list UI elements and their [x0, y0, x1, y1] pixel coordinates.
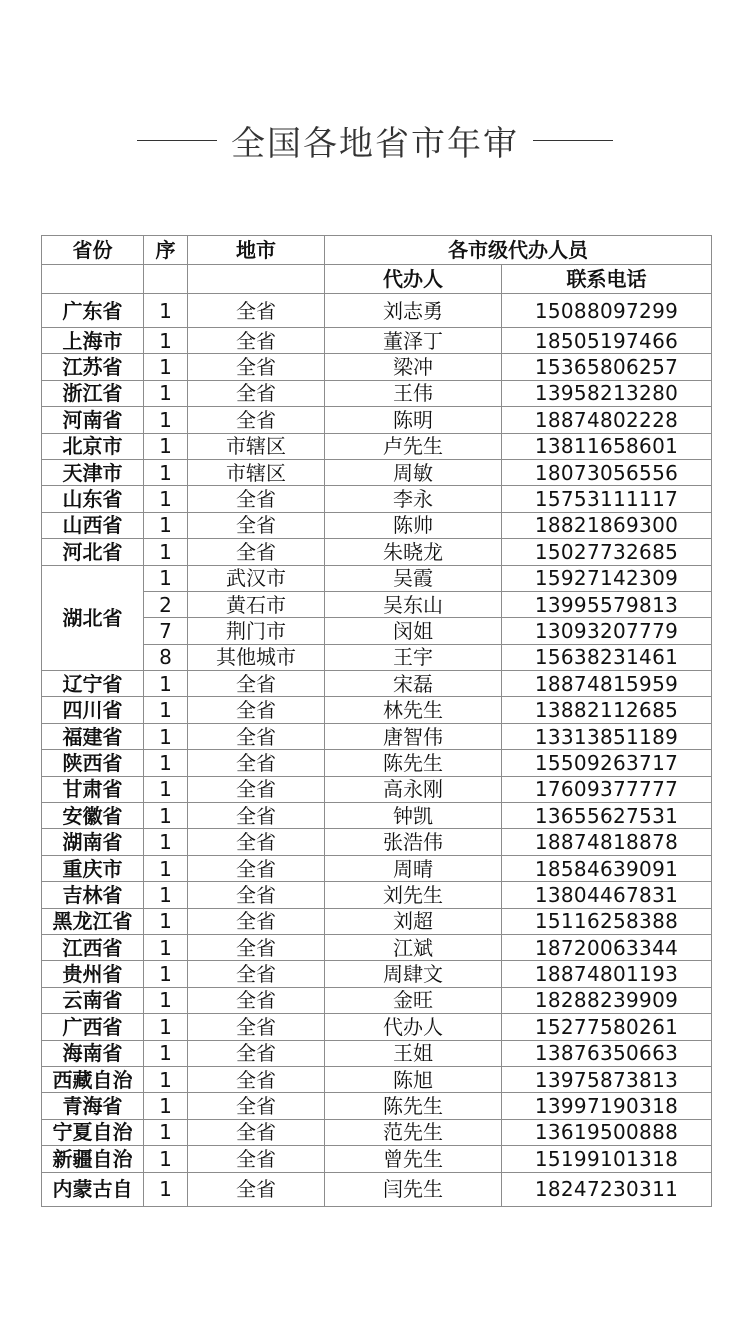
header-phone: 联系电话: [502, 265, 712, 294]
cell-phone: 13655627531: [502, 803, 712, 829]
table-row: [42, 294, 712, 328]
cell-province: 贵州省: [42, 961, 144, 987]
cell-city: 荆门市: [188, 618, 325, 644]
cell-phone: 15116258388: [502, 908, 712, 934]
cell-province: 上海市: [42, 328, 144, 354]
table-row: [42, 1066, 712, 1092]
cell-city: 全省: [188, 723, 325, 749]
cell-city: 全省: [188, 961, 325, 987]
cell-city: 全省: [188, 1172, 325, 1206]
cell-city: 全省: [188, 354, 325, 380]
cell-seq: 1: [144, 294, 188, 328]
cell-seq: 1: [144, 1014, 188, 1040]
cell-seq: 1: [144, 328, 188, 354]
cell-phone: 18874802228: [502, 407, 712, 433]
cell-agent: 王宇: [325, 644, 502, 670]
cell-phone: 13804467831: [502, 882, 712, 908]
cell-seq: 1: [144, 539, 188, 565]
table-row: [42, 697, 712, 723]
cell-seq: 1: [144, 565, 188, 591]
header-city-blank: [188, 265, 325, 294]
table-row: [42, 565, 712, 591]
cell-phone: 18584639091: [502, 855, 712, 881]
table-row: [42, 750, 712, 776]
page-title: 全国各地省市年审: [231, 123, 519, 164]
cell-seq: 1: [144, 829, 188, 855]
cell-seq: 1: [144, 1172, 188, 1206]
cell-phone: 13975873813: [502, 1066, 712, 1092]
cell-agent: 吴霞: [325, 565, 502, 591]
cell-seq: 8: [144, 644, 188, 670]
cell-province: 北京市: [42, 433, 144, 459]
cell-agent: 唐智伟: [325, 723, 502, 749]
header-city: 地市: [188, 236, 325, 265]
cell-seq: 1: [144, 486, 188, 512]
cell-province: 湖南省: [42, 829, 144, 855]
cell-seq: 1: [144, 512, 188, 538]
cell-agent: 刘志勇: [325, 294, 502, 328]
cell-province: 西藏自治: [42, 1066, 144, 1092]
cell-seq: 1: [144, 671, 188, 697]
cell-agent: 周肆文: [325, 961, 502, 987]
cell-city: 全省: [188, 750, 325, 776]
header-province-blank: [42, 265, 144, 294]
cell-city: 全省: [188, 407, 325, 433]
cell-province: 青海省: [42, 1093, 144, 1119]
cell-agent: 江斌: [325, 934, 502, 960]
cell-city: 全省: [188, 380, 325, 406]
cell-agent: 刘超: [325, 908, 502, 934]
cell-city: 全省: [188, 1093, 325, 1119]
table-row: [42, 987, 712, 1013]
cell-agent: 董泽丁: [325, 328, 502, 354]
cell-province: 内蒙古自: [42, 1172, 144, 1206]
cell-city: 全省: [188, 671, 325, 697]
cell-agent: 王姐: [325, 1040, 502, 1066]
cell-province: 福建省: [42, 723, 144, 749]
cell-province: 吉林省: [42, 882, 144, 908]
cell-phone: 13811658601: [502, 433, 712, 459]
cell-phone: 18288239909: [502, 987, 712, 1013]
table-row: [42, 380, 712, 406]
cell-seq: 1: [144, 803, 188, 829]
cell-province: 安徽省: [42, 803, 144, 829]
cell-province: 辽宁省: [42, 671, 144, 697]
cell-seq: 1: [144, 407, 188, 433]
cell-city: 全省: [188, 882, 325, 908]
header-agents-group: 各市级代办人员: [325, 236, 712, 265]
cell-agent: 金旺: [325, 987, 502, 1013]
cell-seq: 1: [144, 1119, 188, 1145]
cell-seq: 1: [144, 987, 188, 1013]
cell-agent: 钟凯: [325, 803, 502, 829]
title-right-rule: [533, 140, 613, 141]
cell-province: 海南省: [42, 1040, 144, 1066]
cell-city: 全省: [188, 1119, 325, 1145]
cell-seq: 1: [144, 855, 188, 881]
cell-seq: 1: [144, 354, 188, 380]
cell-province: 天津市: [42, 459, 144, 485]
cell-agent: 刘先生: [325, 882, 502, 908]
cell-city: 市辖区: [188, 459, 325, 485]
cell-agent: 代办人: [325, 1014, 502, 1040]
cell-phone: 15199101318: [502, 1146, 712, 1172]
cell-city: 全省: [188, 697, 325, 723]
cell-city: 全省: [188, 1146, 325, 1172]
header-agent: 代办人: [325, 265, 502, 294]
cell-city: 全省: [188, 1066, 325, 1092]
table-row: [42, 776, 712, 802]
table-row: [42, 855, 712, 881]
cell-agent: 陈先生: [325, 1093, 502, 1119]
title-left-rule: [137, 140, 217, 141]
header-province: 省份: [42, 236, 144, 265]
cell-phone: 15753111117: [502, 486, 712, 512]
cell-agent: 陈明: [325, 407, 502, 433]
cell-phone: 13313851189: [502, 723, 712, 749]
cell-province: 四川省: [42, 697, 144, 723]
cell-phone: 18874818878: [502, 829, 712, 855]
cell-agent: 林先生: [325, 697, 502, 723]
cell-agent: 朱晓龙: [325, 539, 502, 565]
table-row: [42, 1146, 712, 1172]
cell-seq: 1: [144, 380, 188, 406]
cell-phone: 18247230311: [502, 1172, 712, 1206]
cell-agent: 陈旭: [325, 1066, 502, 1092]
table-row: [42, 671, 712, 697]
cell-phone: 18505197466: [502, 328, 712, 354]
table-row: [42, 961, 712, 987]
table-row: [42, 829, 712, 855]
cell-phone: 13958213280: [502, 380, 712, 406]
cell-phone: 18874815959: [502, 671, 712, 697]
table-row: [42, 934, 712, 960]
agent-roster-table: [41, 235, 712, 1207]
cell-phone: 13619500888: [502, 1119, 712, 1145]
cell-province: 江西省: [42, 934, 144, 960]
cell-province: 浙江省: [42, 380, 144, 406]
table-row: [42, 1014, 712, 1040]
cell-seq: 7: [144, 618, 188, 644]
table-row: [42, 512, 712, 538]
cell-city: 黄石市: [188, 591, 325, 617]
table-row: [42, 1119, 712, 1145]
cell-province: 广西省: [42, 1014, 144, 1040]
cell-phone: 13882112685: [502, 697, 712, 723]
table-row: [42, 433, 712, 459]
cell-agent: 高永刚: [325, 776, 502, 802]
cell-agent: 闫先生: [325, 1172, 502, 1206]
table-row: [42, 1172, 712, 1206]
cell-seq: 1: [144, 882, 188, 908]
cell-agent: 李永: [325, 486, 502, 512]
cell-phone: 18874801193: [502, 961, 712, 987]
cell-agent: 周敏: [325, 459, 502, 485]
cell-phone: 18073056556: [502, 459, 712, 485]
roster-body: [42, 294, 712, 1207]
cell-agent: 陈帅: [325, 512, 502, 538]
cell-phone: 15638231461: [502, 644, 712, 670]
cell-city: 武汉市: [188, 565, 325, 591]
cell-city: 全省: [188, 776, 325, 802]
table-row: [42, 882, 712, 908]
cell-city: 全省: [188, 539, 325, 565]
table-row: [42, 459, 712, 485]
header-seq: 序: [144, 236, 188, 265]
cell-seq: 1: [144, 1146, 188, 1172]
cell-seq: 1: [144, 459, 188, 485]
cell-seq: 1: [144, 723, 188, 749]
cell-agent: 闵姐: [325, 618, 502, 644]
cell-city: 全省: [188, 486, 325, 512]
cell-phone: 13995579813: [502, 591, 712, 617]
cell-city: 全省: [188, 855, 325, 881]
cell-phone: 15027732685: [502, 539, 712, 565]
cell-phone: 15927142309: [502, 565, 712, 591]
cell-city: 全省: [188, 512, 325, 538]
cell-agent: 周晴: [325, 855, 502, 881]
cell-province: 甘肃省: [42, 776, 144, 802]
cell-phone: 15277580261: [502, 1014, 712, 1040]
table-row: [42, 723, 712, 749]
cell-province: 河北省: [42, 539, 144, 565]
cell-agent: 宋磊: [325, 671, 502, 697]
cell-city: 全省: [188, 987, 325, 1013]
table-row: [42, 1040, 712, 1066]
cell-province: 黑龙江省: [42, 908, 144, 934]
cell-province: 陕西省: [42, 750, 144, 776]
table-row: [42, 803, 712, 829]
cell-agent: 梁冲: [325, 354, 502, 380]
cell-province: 河南省: [42, 407, 144, 433]
cell-city: 全省: [188, 829, 325, 855]
cell-province: 重庆市: [42, 855, 144, 881]
page-header: [0, 112, 750, 168]
table-row: [42, 328, 712, 354]
cell-agent: 范先生: [325, 1119, 502, 1145]
cell-agent: 王伟: [325, 380, 502, 406]
cell-province: 宁夏自治: [42, 1119, 144, 1145]
cell-seq: 1: [144, 776, 188, 802]
cell-city: 全省: [188, 934, 325, 960]
cell-province: 广东省: [42, 294, 144, 328]
cell-city: 全省: [188, 1040, 325, 1066]
table-row: [42, 354, 712, 380]
cell-agent: 曾先生: [325, 1146, 502, 1172]
cell-agent: 陈先生: [325, 750, 502, 776]
cell-seq: 1: [144, 1040, 188, 1066]
cell-phone: 18720063344: [502, 934, 712, 960]
cell-province: 山西省: [42, 512, 144, 538]
cell-phone: 13876350663: [502, 1040, 712, 1066]
cell-seq: 1: [144, 961, 188, 987]
cell-seq: 1: [144, 1093, 188, 1119]
cell-city: 其他城市: [188, 644, 325, 670]
header-seq-blank: [144, 265, 188, 294]
cell-city: 全省: [188, 294, 325, 328]
cell-phone: 13093207779: [502, 618, 712, 644]
cell-seq: 1: [144, 1066, 188, 1092]
cell-province: 新疆自治: [42, 1146, 144, 1172]
cell-agent: 吴东山: [325, 591, 502, 617]
cell-phone: 15088097299: [502, 294, 712, 328]
table-row: [42, 908, 712, 934]
cell-city: 市辖区: [188, 433, 325, 459]
cell-phone: 15509263717: [502, 750, 712, 776]
cell-agent: 张浩伟: [325, 829, 502, 855]
cell-seq: 2: [144, 591, 188, 617]
cell-city: 全省: [188, 908, 325, 934]
cell-province: 湖北省: [42, 565, 144, 671]
cell-agent: 卢先生: [325, 433, 502, 459]
table-row: [42, 539, 712, 565]
cell-seq: 1: [144, 934, 188, 960]
table-row: [42, 407, 712, 433]
cell-city: 全省: [188, 1014, 325, 1040]
cell-seq: 1: [144, 433, 188, 459]
table-row: [42, 1093, 712, 1119]
cell-province: 江苏省: [42, 354, 144, 380]
cell-seq: 1: [144, 697, 188, 723]
cell-phone: 15365806257: [502, 354, 712, 380]
cell-phone: 18821869300: [502, 512, 712, 538]
cell-seq: 1: [144, 750, 188, 776]
cell-seq: 1: [144, 908, 188, 934]
cell-phone: 17609377777: [502, 776, 712, 802]
table-row: [42, 486, 712, 512]
cell-city: 全省: [188, 328, 325, 354]
cell-province: 山东省: [42, 486, 144, 512]
cell-phone: 13997190318: [502, 1093, 712, 1119]
cell-province: 云南省: [42, 987, 144, 1013]
cell-city: 全省: [188, 803, 325, 829]
